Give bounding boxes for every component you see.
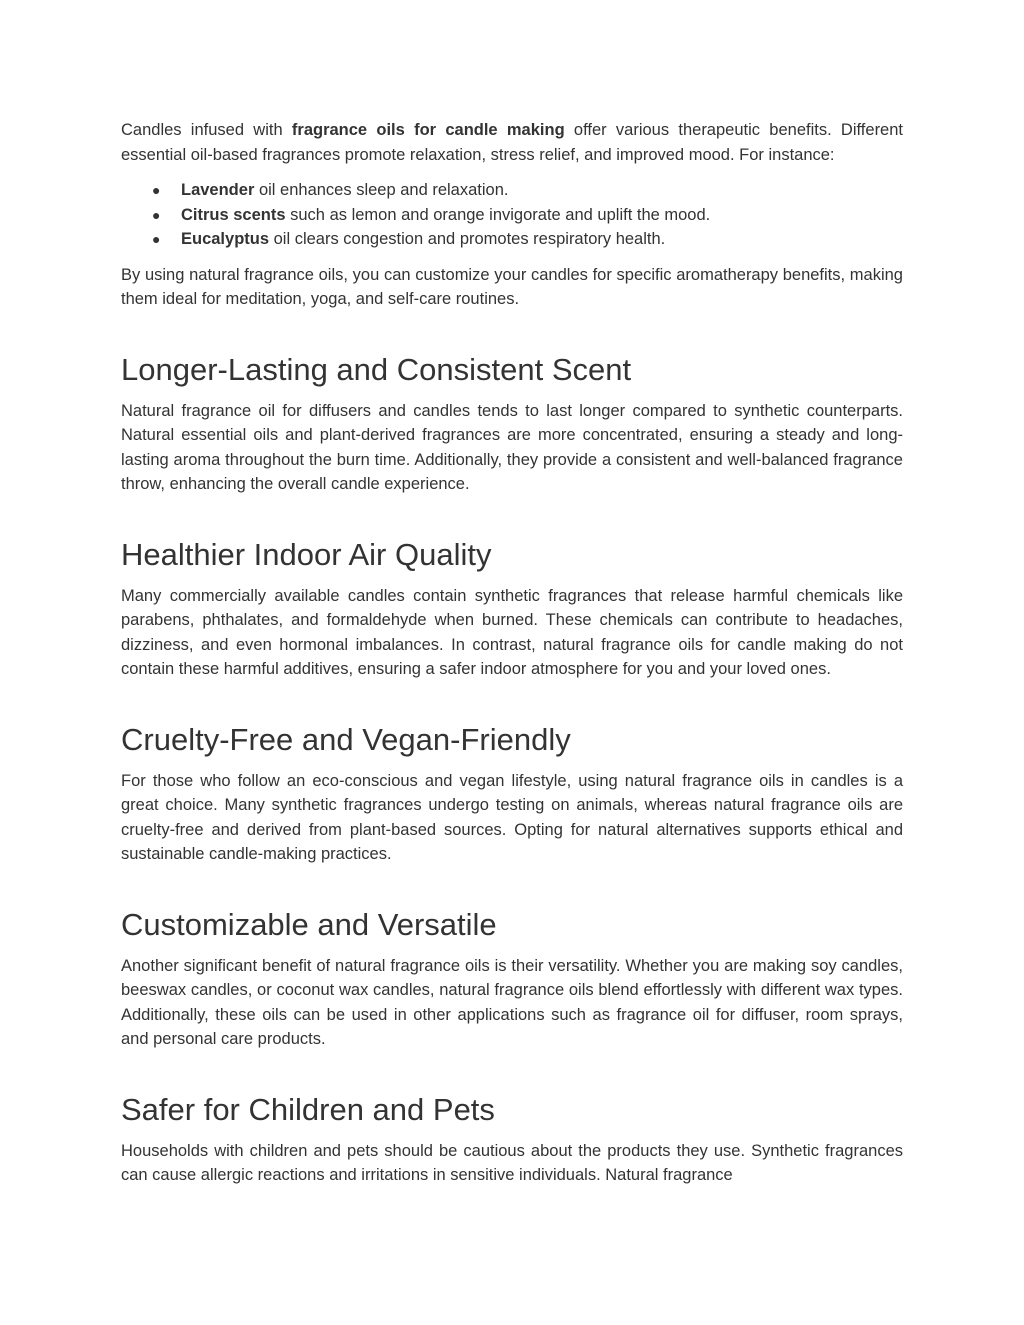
section-body-safer: Households with children and pets should be cautious about the products they use. Synthetic fragrances can cause allergic reactions and irritations in sensitive individuals. Natural fragrance: [121, 1141, 903, 1184]
list-item: [121, 227, 903, 252]
intro-text-end: offer various therapeutic benefits. Different essential oil-based fragrances promote relaxation, stress relief, and improved mood. For instance:: [121, 121, 903, 164]
intro-bold-phrase: fragrance oils for candle making: [291, 121, 565, 139]
section-body-cruelty-free: For those who follow an eco-conscious and vegan lifestyle, using natural fragrance oils in candles is a great choice. Many synthetic fragrances undergo testing on animals, whereas natural fragrance oils are cruelty-free and derived from plant-based sources. Opting for natural alternatives supports ethical and sustainable candle-making practices.: [121, 771, 903, 863]
bullet-icon: ●: [152, 182, 161, 198]
benefit-list: [121, 178, 903, 252]
list-item-bold: Citrus scents: [181, 205, 286, 224]
list-item: [121, 178, 903, 203]
bullet-icon: ●: [152, 231, 161, 247]
closing-paragraph: By using natural fragrance oils, you can customize your candles for specific aromatherapy benefits, making them ideal for meditation, yoga, and self-care routines.: [121, 265, 903, 308]
list-item-text: oil enhances sleep and relaxation.: [254, 181, 509, 199]
section-body-longer-lasting: Natural fragrance oil for diffusers and candles tends to last longer compared to synthetic counterparts. Natural essential oils and plant-derived fragrances are more concentrated, ensuring a steady and long-lasting aroma throughout the burn time. Additionally, they provide a consistent and well-balanced fragrance throw, enhancing the overall candle experience.: [121, 401, 903, 493]
section-heading-cruelty-free: Cruelty-Free and Vegan-Friendly: [121, 721, 571, 757]
list-item: [121, 203, 903, 228]
list-item-bold: Eucalyptus: [181, 230, 270, 248]
section-body-customizable: Another significant benefit of natural fragrance oils is their versatility. Whether you are making soy candles, beeswax candles, or coconut wax candles, natural fragrance oils blend effortlessly with different wax types. Additionally, these oils can be used in other applications such as fragrance oil for diffuser, room sprays, and personal care products.: [121, 956, 903, 1048]
intro-paragraph: [121, 118, 903, 167]
list-item-bold: Lavender: [181, 181, 255, 199]
section-heading-safer: Safer for Children and Pets: [121, 1091, 495, 1127]
list-item-text: such as lemon and orange invigorate and uplift the mood.: [285, 205, 711, 224]
section-body-air-quality: Many commercially available candles contain synthetic fragrances that release harmful chemicals like parabens, phthalates, and formaldehyde when burned. These chemicals can contribute to headaches, dizziness, and even hormonal imbalances. In contrast, natural fragrance oils for candle making do not contain these harmful additives, ensuring a safer indoor atmosphere for you and your loved ones.: [121, 586, 903, 678]
list-item-text: oil clears congestion and promotes respiratory health.: [269, 230, 666, 248]
bullet-icon: ●: [152, 206, 161, 223]
section-heading-longer-lasting: Longer-Lasting and Consistent Scent: [121, 351, 632, 387]
section-heading-customizable: Customizable and Versatile: [121, 906, 497, 942]
intro-text-start: Candles infused with: [121, 121, 292, 139]
document-page: [121, 118, 903, 1188]
section-heading-air-quality: Healthier Indoor Air Quality: [121, 536, 492, 572]
